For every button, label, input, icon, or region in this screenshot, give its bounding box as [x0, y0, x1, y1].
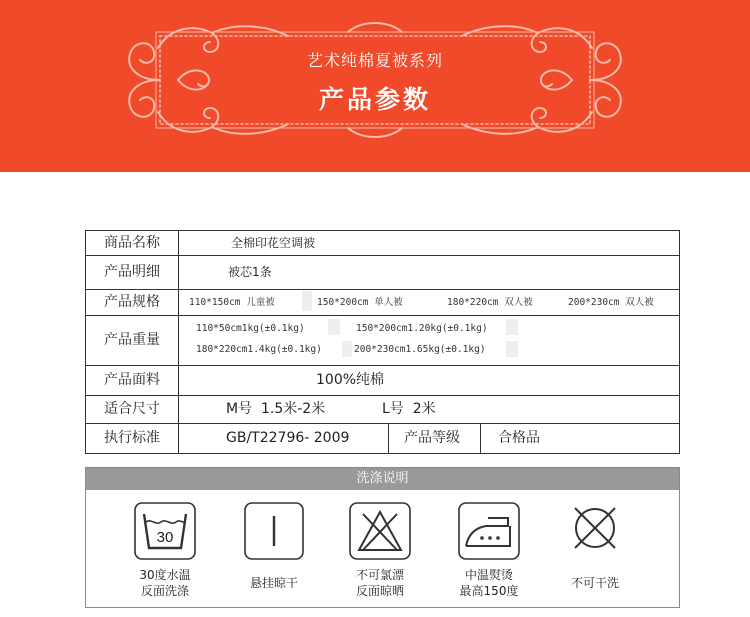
hang-dry-icon [244, 502, 304, 560]
size-item: 200*230cm 双人被 [568, 297, 654, 308]
hang-label: 悬挂晾干 [249, 576, 298, 590]
fit-l-value: L号 2米 [382, 401, 436, 417]
header-banner [0, 0, 750, 172]
weight-label: 产品重量 [104, 332, 160, 348]
size-item: 150*200cm 单人被 [317, 297, 403, 308]
standard-label: 执行标准 [104, 430, 160, 446]
size-item: 180*220cm 双人被 [447, 297, 533, 308]
name-value: 全棉印花空调被 [231, 236, 316, 250]
weight-item: 110*50cm1kg(±0.1kg) [196, 323, 305, 334]
wash-label: 30度水温 反面洗涤 [139, 568, 191, 598]
weight-item: 200*230cm1.65kg(±0.1kg) [354, 344, 486, 355]
size-label: 产品规格 [104, 294, 160, 310]
standard-value: GB/T22796- 2009 [226, 430, 350, 446]
weight-item: 150*200cm1.20kg(±0.1kg) [356, 323, 488, 334]
bleach-label: 不可氯漂 反面晾晒 [355, 568, 404, 598]
size-item: 110*150cm 儿童被 [189, 297, 275, 308]
detail-label: 产品明细 [104, 264, 160, 280]
fit-m-value: M号 1.5米-2米 [226, 401, 326, 417]
detail-value: 被芯1条 [228, 265, 272, 279]
banner-title: 产品参数 [318, 85, 431, 114]
fabric-value: 100%纯棉 [316, 372, 385, 388]
spec-table [85, 230, 680, 454]
iron-medium-icon [458, 502, 520, 560]
banner-subtitle: 艺术纯棉夏被系列 [306, 51, 443, 70]
washing-panel [85, 467, 680, 608]
dryclean-label: 不可干洗 [570, 576, 619, 590]
iron-label: 中温熨烫 最高150度 [459, 568, 519, 598]
svg-text:30: 30 [156, 529, 174, 546]
grade-value: 合格品 [498, 430, 540, 446]
grade-label: 产品等级 [404, 430, 460, 446]
no-dryclean-icon [569, 502, 621, 554]
no-bleach-icon [349, 502, 411, 560]
fit-label: 适合尺寸 [104, 401, 160, 417]
wash-30-icon [134, 502, 196, 560]
name-label: 商品名称 [104, 235, 160, 251]
washing-title: 洗涤说明 [86, 468, 679, 490]
weight-item: 180*220cm1.4kg(±0.1kg) [196, 344, 322, 355]
fabric-label: 产品面料 [104, 372, 160, 388]
